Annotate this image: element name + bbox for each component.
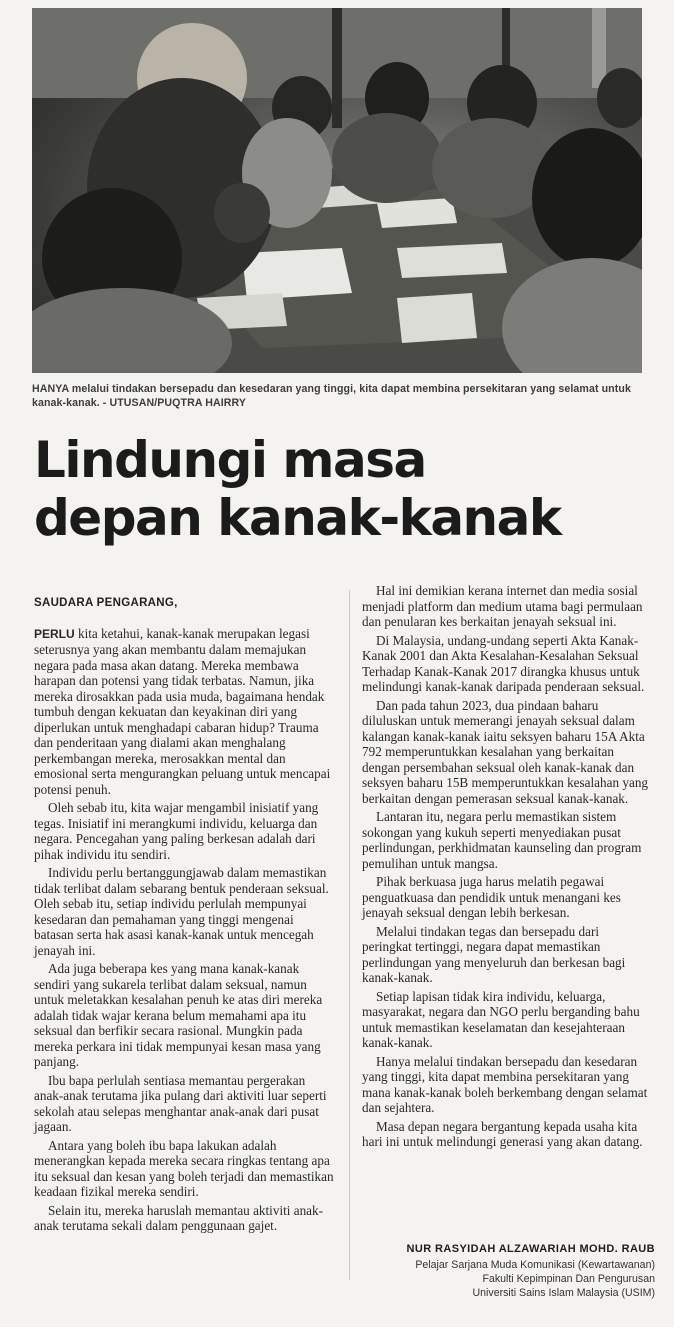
salutation: SAUDARA PENGARANG, [34, 597, 178, 609]
right-paragraph: Setiap lapisan tidak kira individu, keluarga, masyarakat, negara dan NGO perlu berganding bahu untuk memastikan keselamatan dan kesejahteraan kanak-kanak. [362, 988, 640, 1050]
left-paragraph: Antara yang boleh ibu bapa lakukan adalah menerangkan kepada mereka secara ringkas tentang apa itu seksual dan kesan yang boleh terjadi dan memastikan keadaan fizikal mereka sendiri. [34, 1137, 334, 1199]
headline-line-2: depan kanak-kanak [34, 489, 561, 547]
right-column [362, 583, 652, 1153]
right-paragraph: Melalui tindakan tegas dan bersepadu dari peringkat tertinggi, negara dapat memastikan perlindungan yang menyeluruh dan berkesan bagi kanak-kanak. [362, 923, 626, 985]
left-paragraph: Individu perlu bertanggungjawab dalam memastikan tidak terlibat dalam sebarang bentuk penderaan seksual. Oleh sebab itu, setiap individu perlulah mempunyai kesedaran dan pemahaman yang tinggi mengenai batasan serta hak asasi kanak-kanak untuk mencegah jenayah ini. [34, 865, 329, 958]
caption-lead: HANYA [32, 383, 69, 395]
column-divider [349, 590, 350, 1280]
right-paragraph: Hanya melalui tindakan bersepadu dan kesedaran yang tinggi, kita dapat membina persekitaran yang mana kanak-kanak boleh berkembang dengan selamat dan sejahtera. [362, 1053, 648, 1115]
left-paragraph-1-text: kita ketahui, kanak-kanak merupakan legasi seterusnya yang akan membantu dalam memajukan negara pada masa akan datang. Mereka membawa harapan dan potensi yang tidak terbatas. Namun, jika mereka dirosakkan pada usia muda, bagaimana hendak tumbuh dengan kekuatan dan keyakinan diri yang diperlukan untuk menghadapi cabaran hidup? Trauma dan penderitaan yang dialami akan menghalang perkembangan mereka, merosakkan mental dan emosional serta mengurangkan peluang untuk mencapai potensi penuh. [34, 625, 331, 797]
right-paragraph: Pihak berkuasa juga harus melatih pegawai penguatkuasa dan pendidik untuk menangani kes jenayah seksual dengan lebih berkesan. [362, 874, 621, 920]
right-paragraph: Di Malaysia, undang-undang seperti Akta Kanak-Kanak 2001 dan Akta Kesalahan-Kesalahan Seksual Terhadap Kanak-Kanak 2017 dirangka khusus untuk melindungi kanak-kanak daripada penderaan seksual. [362, 632, 645, 694]
headline-line-1: Lindungi masa [34, 431, 426, 489]
left-paragraph: Oleh sebab itu, kita wajar mengambil inisiatif yang tegas. Inisiatif ini merangkumi individu, keluarga dan negara. Pencegahan yang paling berkesan adalah dari pihak individu itu sendiri. [34, 800, 319, 862]
left-paragraph: Ibu bapa perlulah sentiasa memantau pergerakan anak-anak terutama jika pulang dari aktiviti luar seperti sekolah atau selepas menghantar anak-anak dari pusat jagaan. [34, 1072, 327, 1134]
caption-text: melalui tindakan bersepadu dan kesedaran yang tinggi, kita dapat membina persekitaran yang selamat untuk kanak-kanak. - [32, 383, 631, 409]
author-block [380, 1243, 655, 1300]
author-name: NUR RASYIDAH ALZAWARIAH MOHD. RAUB [406, 1243, 655, 1255]
left-paragraph-1 [34, 626, 334, 798]
article-photo [32, 8, 642, 373]
author-line-1: Pelajar Sarjana Muda Komunikasi (Kewartawanan) [415, 1259, 655, 1271]
left-paragraph: Ada juga beberapa kes yang mana kanak-kanak sendiri yang sukarela terlibat dalam seksual, namun untuk meletakkan kesalahan penuh ke atas diri mereka adalah tidak wajar kerana belum memahami apa itu seksual dan berfikir secara rasional. Mungkin pada mereka perkara ini tidak mempunyai kesan masa yang panjang. [34, 961, 323, 1069]
caption-credit: UTUSAN/PUQTRA HAIRRY [109, 397, 247, 409]
lead-word: PERLU [34, 626, 75, 641]
right-paragraph: Dan pada tahun 2023, dua pindaan baharu diluluskan untuk memerangi jenayah seksual dalam kalangan kanak-kanak iaitu seksyen baharu 15A Akta 792 memperuntukkan kesalahan yang berkaitan dengan persembahan seksual oleh kanak-kanak dan seksyen baharu 15B memperuntukkan kesalahan yang berkaitan dengan pemerasan seksual kanak-kanak. [362, 697, 649, 806]
photo-caption [32, 382, 647, 410]
classroom-photo-icon [32, 8, 642, 373]
headline [34, 431, 654, 547]
left-column [34, 596, 334, 1237]
author-line-2: Fakulti Kepimpinan Dan Pengurusan [482, 1273, 655, 1285]
right-paragraph: Lantaran itu, negara perlu memastikan sistem sokongan yang kukuh seperti menyediakan pusat perlindungan, perkhidmatan kaunseling dan program pemulihan untuk mangsa. [362, 809, 642, 871]
author-line-3: Universiti Sains Islam Malaysia (USIM) [472, 1287, 655, 1299]
right-paragraph-1: Hal ini demikian kerana internet dan media sosial menjadi platform dan medium utama bagi permulaan dan penularan kes berkaitan jenayah seksual ini. [362, 583, 643, 629]
left-paragraph: Selain itu, mereka haruslah memantau aktiviti anak-anak terutama sekali dalam penggunaan gajet. [34, 1202, 324, 1233]
right-paragraph: Masa depan negara bergantung kepada usaha kita hari ini untuk melindungi generasi yang akan datang. [362, 1118, 643, 1149]
